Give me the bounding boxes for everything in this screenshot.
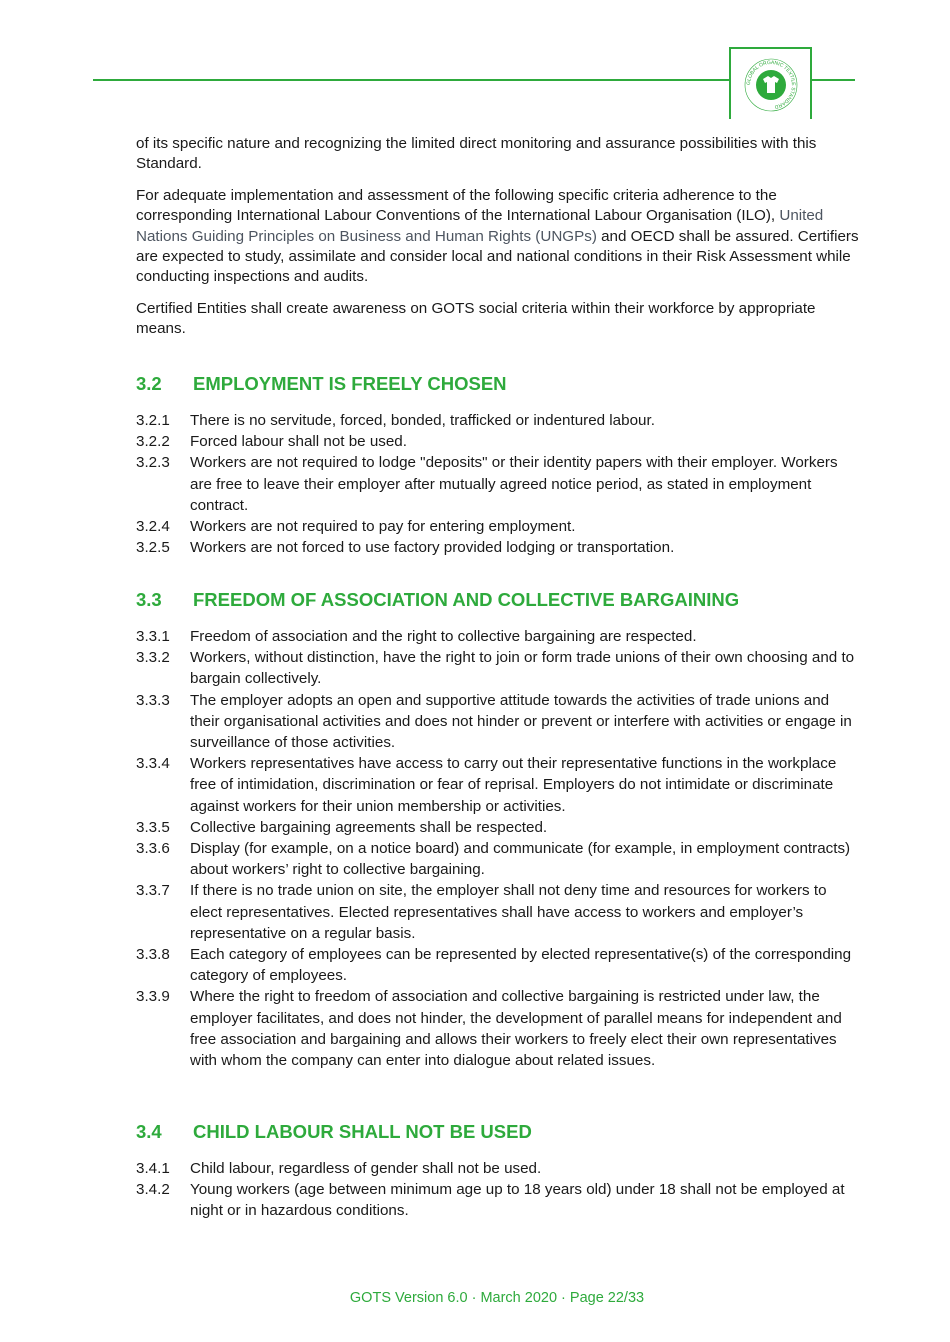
list-item: 3.3.1 Freedom of association and the right to collective bargaining are respected. [136, 628, 697, 645]
header-rule-right [812, 79, 855, 81]
list-item: 3.3.8 Each category of employees can be represented by elected representative(s) of the corresponding category of employees. [136, 946, 852, 985]
list-item: 3.2.3 Workers are not required to lodge "deposits" or their identity papers with their employer. Workers are free to leave their employer after mutually agreed notice period, as stated in employment contract. [136, 454, 838, 514]
list-item: 3.3.6 Display (for example, on a notice board) and communicate (for example, in employment contracts) about workers’ right to collective bargaining. [136, 840, 851, 879]
list-item: 3.3.7 If there is no trade union on site, the employer shall not deny time and resources for workers to elect representatives. Elected representatives shall have access to workers and employer’s representative on a regular basis. [136, 882, 827, 942]
intro-paragraph-2: For adequate implementation and assessment of the following specific criteria adherence to the corresponding International Labour Conventions of the International Labour Organisation (ILO), United Nations Guiding Principles on Business and Human Rights (UNGPs) and OECD shall be assured. Certifiers are expected to study, assimilate and consider local and national conditions in their Risk Assessment while conducting inspections and audits. [136, 186, 859, 286]
list-item: 3.3.2 Workers, without distinction, have the right to join or form trade unions of their own choosing and to bargain collectively. [136, 649, 855, 688]
section-heading-3-4: 3.4 CHILD LABOUR SHALL NOT BE USED [136, 1121, 532, 1142]
list-item: 3.4.1 Child labour, regardless of gender shall not be used. [136, 1160, 542, 1177]
section-heading-3-2: 3.2 EMPLOYMENT IS FREELY CHOSEN [136, 373, 507, 394]
list-item: 3.2.5 Workers are not forced to use factory provided lodging or transportation. [136, 539, 675, 557]
list-item: 3.3.9 Where the right to freedom of association and collective bargaining is restricted under law, the employer facilitates, and does not hinder, the development of parallel means for independent and free association and bargaining and allows their workers to freely elect their own representatives with whom the company can enter into dialogue about related issues. [136, 988, 842, 1070]
page-footer: GOTS Version 6.0 · March 2020 · Page 22/33 [349, 1290, 645, 1306]
list-item: 3.2.2 Forced labour shall not be used. [136, 433, 407, 451]
list-item: 3.3.5 Collective bargaining agreements shall be respected. [136, 818, 548, 836]
gots-logo-icon [743, 57, 799, 113]
list-item: 3.4.2 Young workers (age between minimum age up to 18 years old) under 18 shall not be employed at night or in hazardous conditions. [136, 1181, 845, 1220]
gots-logo [729, 47, 812, 119]
section-list-3-3 [136, 626, 860, 1071]
list-item: 3.2.4 Workers are not required to pay for entering employment. [136, 518, 576, 536]
section-list-3-4 [136, 1158, 860, 1222]
list-item: 3.3.3 The employer adopts an open and supportive attitude towards the activities of trade unions and their organisational activities and does not hinder or prevent or interfere with activities or engage in surveillance of those activities. [136, 691, 852, 752]
intro-text [136, 134, 860, 351]
list-item: 3.3.4 Workers representatives have access to carry out their representative functions in the workplace free of intimidation, discrimination or fear of reprisal. Employers do not intimidate or discriminate against workers for their union membership or activities. [136, 755, 837, 815]
section-list-3-2 [136, 410, 860, 558]
intro-paragraph-1: of its specific nature and recognizing the limited direct monitoring and assurance possibilities with this Standard. [136, 135, 817, 173]
header-rule-left [93, 79, 730, 81]
logo-ring-text: GLOBAL ORGANIC TEXTILE STANDARD [745, 59, 797, 110]
intro-paragraph-3: Certified Entities shall create awareness on GOTS social criteria within their workforce by appropriate means. [136, 299, 816, 338]
section-heading-3-3: 3.3 FREEDOM OF ASSOCIATION AND COLLECTIVE BARGAINING [136, 589, 740, 610]
list-item: 3.2.1 There is no servitude, forced, bonded, trafficked or indentured labour. [136, 412, 655, 429]
